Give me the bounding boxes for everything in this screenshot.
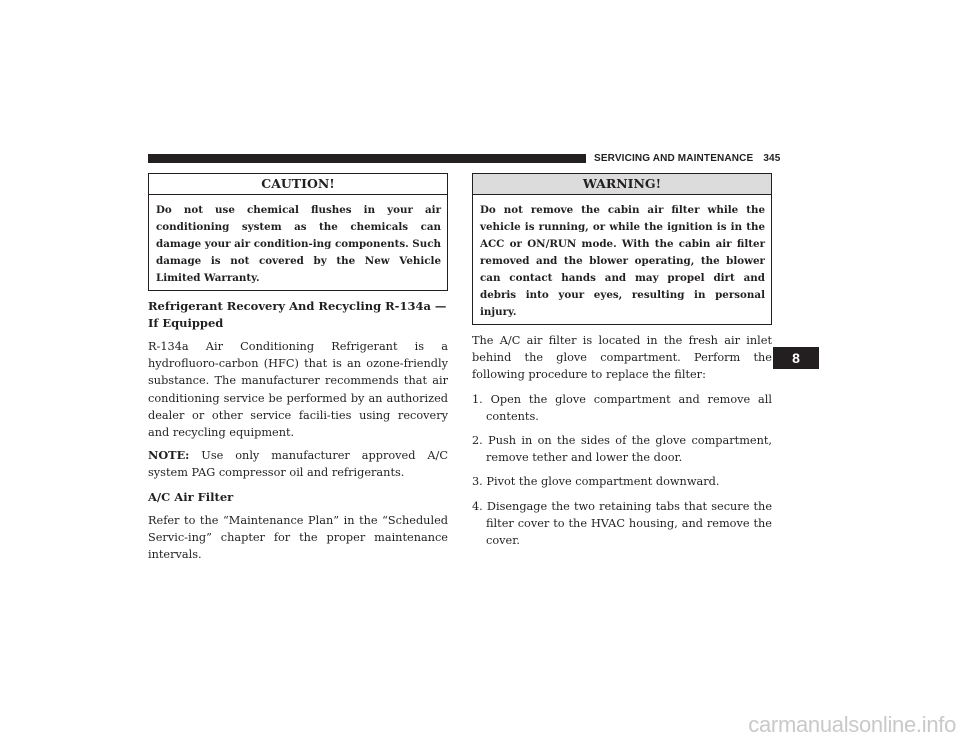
header-rule <box>148 154 586 163</box>
caution-box <box>148 173 448 291</box>
chapter-tab: 8 <box>773 347 819 369</box>
section-title: SERVICING AND MAINTENANCE <box>594 153 754 164</box>
warning-body: Do not remove the cabin air filter while the vehicle is running, or while the ignition is in the ACC or ON/RUN mode. With the cabin air filter removed and the blower operating, the blower can contact hands and may propel dirt and debris into your eyes, resulting in personal injury. <box>480 204 765 318</box>
note-label: NOTE: <box>148 448 190 463</box>
note-text: Use only manufacturer approved A/C system PAG compressor oil and refrigerants. <box>148 449 448 480</box>
air-filter-heading: A/C Air Filter <box>148 489 234 504</box>
caution-title: CAUTION! <box>149 174 447 195</box>
procedure-step: 4. Disengage the two retaining tabs that secure the filter cover to the HVAC housing, and remove the cover. <box>472 499 772 548</box>
air-filter-paragraph: Refer to the “Maintenance Plan” in the “Scheduled Servic-ing” chapter for the proper maintenance intervals. <box>148 513 448 562</box>
left-column <box>148 173 448 563</box>
warning-title: WARNING! <box>473 174 771 195</box>
procedure-step: 2. Push in on the sides of the glove compartment, remove tether and lower the door. <box>472 434 772 465</box>
procedure-steps <box>472 391 772 550</box>
procedure-step: 3. Pivot the glove compartment downward. <box>472 475 720 489</box>
watermark-text: carmanualsonline.info <box>748 712 956 737</box>
page-number: 345 <box>763 153 781 164</box>
right-column <box>472 173 772 549</box>
note-paragraph <box>148 447 448 481</box>
refrigerant-paragraph: R-134a Air Conditioning Refrigerant is a hydrofluoro-carbon (HFC) that is an ozone-friendly substance. The manufacturer recommends that air conditioning service be performed by an authorized dealer or other service facili-ties using recovery and recycling equipment. <box>148 340 448 440</box>
running-header <box>594 152 780 165</box>
warning-box <box>472 173 772 325</box>
filter-intro-paragraph: The A/C air filter is located in the fresh air inlet behind the glove compartment. Perform the following procedure to replace the filter: <box>472 334 772 382</box>
procedure-step: 1. Open the glove compartment and remove all contents. <box>472 392 772 423</box>
caution-body: Do not use chemical flushes in your air conditioning system as the chemicals can damage your air condition-ing components. Such damage is not covered by the New Vehicle Limited Warranty. <box>156 204 441 284</box>
refrigerant-heading: Refrigerant Recovery And Recycling R-134a — If Equipped <box>148 299 447 330</box>
